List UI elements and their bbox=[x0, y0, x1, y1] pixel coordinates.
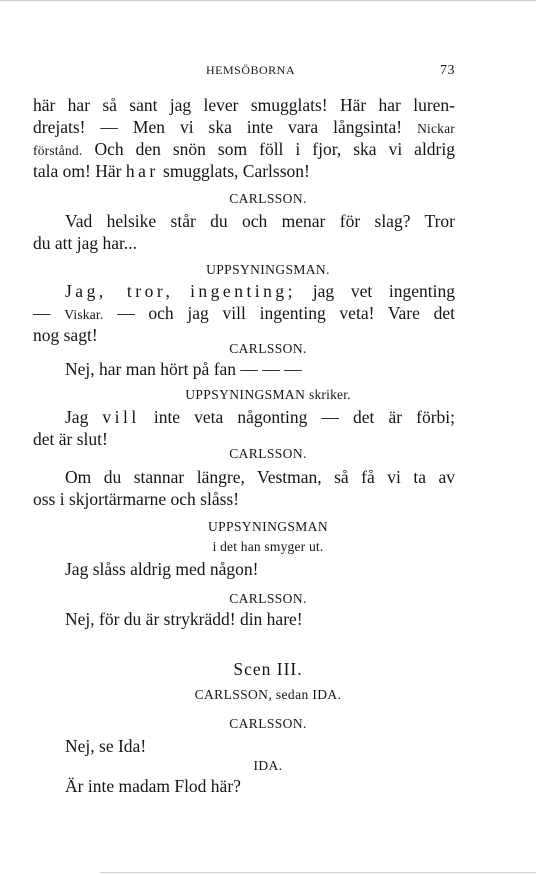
text-line: Är inte madam Flod här? bbox=[65, 776, 241, 796]
text-segment: — bbox=[33, 303, 65, 323]
text-line: här har så sant jag lever smugglats! Här har luren- bbox=[33, 95, 455, 115]
text-line: Om du stannar längre, Vestman, så få vi ta av bbox=[65, 467, 455, 487]
text-line: det är slut! bbox=[33, 429, 108, 449]
text-line: Vad helsike står du och menar för slag? Tror bbox=[65, 211, 455, 231]
emphasized-word: Jag, tror, bbox=[65, 281, 174, 301]
emphasized-word: har bbox=[125, 161, 159, 181]
speaker-label: CARLSSON. bbox=[229, 591, 307, 606]
stage-direction: Nickar bbox=[417, 121, 456, 136]
top-edge-rule bbox=[0, 0, 536, 1]
text-segment: smugglats, Carlsson! bbox=[163, 161, 310, 181]
text-segment: inte veta någonting — det är förbi; bbox=[153, 407, 456, 427]
speaker-label: CARLSSON. bbox=[229, 341, 307, 356]
text-line: Nej, har man hört på fan — — — bbox=[65, 359, 302, 379]
text-line: nog sagt! bbox=[33, 325, 98, 345]
text-line: Nej, för du är strykrädd! din hare! bbox=[65, 609, 303, 629]
running-header-title: HEMSÖBORNA bbox=[206, 63, 296, 77]
scene-cast: CARLSSON, sedan IDA. bbox=[194, 687, 342, 702]
text-line: Nej, se Ida! bbox=[65, 736, 147, 756]
speaker-label: IDA. bbox=[253, 758, 283, 773]
text-segment: Och den snön som föll i fjor, ska vi aldrig bbox=[94, 139, 455, 159]
text-line bbox=[33, 302, 455, 326]
stage-direction: Viskar. bbox=[64, 307, 104, 322]
text-segment: — och jag vill ingenting veta! Vare det bbox=[117, 303, 456, 323]
text-line: oss i skjortärmarne och slåss! bbox=[33, 489, 240, 509]
bottom-edge-rule bbox=[100, 872, 536, 873]
scene-heading: Scen III. bbox=[233, 659, 303, 679]
text-line bbox=[33, 116, 455, 140]
emphasized-word: ingenting; bbox=[190, 281, 297, 301]
stage-direction: skriker. bbox=[309, 387, 351, 402]
text-segment: jag vet ingenting bbox=[312, 281, 455, 301]
speaker-label: UPPSYNINGSMAN. bbox=[206, 262, 330, 277]
text-segment: Jag bbox=[65, 407, 89, 427]
emphasized-word: vill bbox=[102, 407, 140, 427]
speaker-label: CARLSSON. bbox=[229, 716, 307, 731]
text-line bbox=[33, 160, 455, 182]
text-segment: drejats! — Men vi ska inte vara långsinta! bbox=[33, 117, 403, 137]
stage-direction: i det han smyger ut. bbox=[212, 539, 324, 554]
text-line bbox=[33, 138, 455, 162]
page-number: 73 bbox=[440, 63, 455, 78]
text-line: du att jag har... bbox=[33, 233, 138, 253]
text-line: Jag slåss aldrig med någon! bbox=[65, 559, 259, 579]
speaker-label: CARLSSON. bbox=[229, 191, 307, 206]
stage-direction: förstånd. bbox=[33, 143, 83, 158]
speaker-name: UPPSYNINGSMAN bbox=[185, 387, 306, 402]
speaker-label: UPPSYNINGSMAN bbox=[208, 519, 328, 534]
speaker-label bbox=[0, 386, 536, 404]
text-line bbox=[65, 280, 455, 302]
speaker-label: CARLSSON. bbox=[229, 446, 307, 461]
text-line bbox=[65, 406, 455, 428]
text-segment: tala om! Här bbox=[33, 161, 122, 181]
